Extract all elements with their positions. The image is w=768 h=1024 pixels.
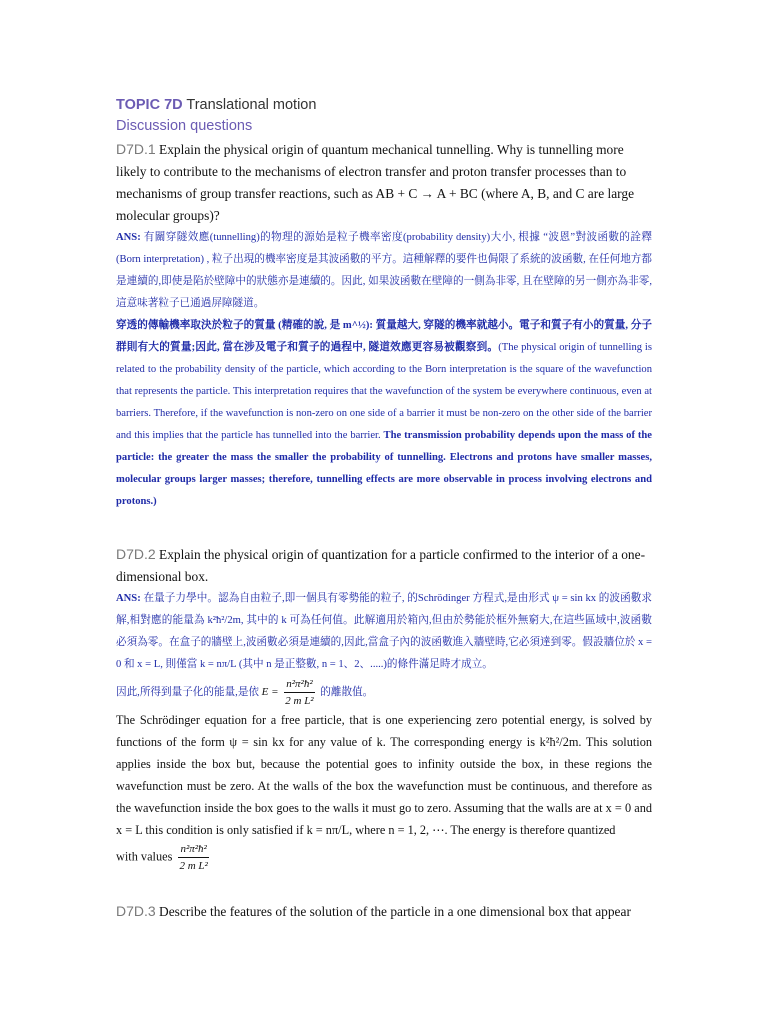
- question-text: Explain the physical origin of quantization for a particle confirmed to the interior of a one-dimensional box.: [116, 547, 646, 584]
- question-text: Describe the features of the solution of the particle in a one dimensional box that appear: [159, 904, 631, 919]
- energy-outro: 的離散值。: [320, 686, 374, 698]
- topic-heading: [116, 97, 652, 113]
- topic-title: Translational motion: [186, 97, 317, 113]
- answer-d7d2-energy: [116, 678, 652, 707]
- energy-intro: 因此,所得到量子化的能量,是依: [116, 686, 260, 698]
- question-id: D7D.3: [116, 903, 156, 919]
- answer-d7d2-zh: [116, 588, 652, 676]
- answer-text-zh-bold: 穿透的傳輸機率取決於粒子的質量 (精確的說, 是 m^½): 質量越大, 穿隧的機率就越小。電子和質子有小的質量, 分子群則有大的質量;因此, 當在涉及電子和質子的過程中, 隧道效應更容易被觀察到。: [116, 320, 652, 353]
- answer-text-en: The Schrödinger equation for a free particle, that is one experiencing zero potential energy, is solved by functions of the form ψ = sin kx for any value of k. The corresponding energy is k²ħ²/2m. This solution applies inside the box but, because the potential goes to infinity outside the box, in these regions the wavefunction must be zero. At the walls of the box the wavefunction must be continuous, and therefore as the wavefunction inside the box goes to the walls it must go to zero. Assuming that the walls are at x = 0 and x = L this condition is only satisfied if k = nπ/L, where n = 1, 2, ⋯. The energy is therefore quantized: [116, 713, 652, 837]
- question-id: D7D.1: [116, 141, 156, 157]
- values-label: with values: [116, 849, 173, 864]
- question-id: D7D.2: [116, 546, 156, 562]
- topic-number: TOPIC 7D: [116, 97, 183, 113]
- question-text: Explain the physical origin of quantum mechanical tunnelling. Why is tunnelling more likely to contribute to the mechanisms of electron transfer and proton transfer processes than to mechanisms of group transfer reactions, such as AB + C → A + BC (where A, B, and C are large molecular groups)?: [116, 142, 635, 223]
- answer-d7d2-en: [116, 709, 652, 841]
- spacer: [116, 513, 652, 539]
- question-d7d2: [116, 543, 652, 588]
- question-d7d3: [116, 900, 652, 923]
- answer-text-zh: 有關穿隧效應(tunnelling)的物理的源始是粒子機率密度(probability density)大小, 根據 “波恩”對波函數的詮釋(Born interpretation) , 粒子出現的機率密度是其波函數的平方。這種解釋的要件也侷限了系統的波函數, 在任何地方都是連續的,即使是陷於壁障中的狀態亦是連續的。因此, 如果波函數在壁障的一側為非零, 且在壁障的另一側亦為非零, 這意味著粒子已通過屏障隧道。: [116, 232, 652, 309]
- answer-text-zh: 在量子力學中。認為自由粒子,即一個具有零勢能的粒子, 的Schrödinger 方程式,是由形式 ψ = sin kx 的波函數求解,相對應的能量為 k²ħ²/2m, 其中的 k 可為任何值。此解適用於箱內,但由於勢能於框外無窮大,在這些區域中,波函數必須為零。在盒子的牆壁上,波函數必須是連續的,因此,當盒子內的波函數進入牆壁時,它必須達到零。假設牆位於 x = 0 和 x = L, 則僅當 k = nπ/L (其中 n 是正整數, n = 1、2、.....)的條件滿足時才成立。: [116, 593, 652, 670]
- fraction-denominator: 2 m L²: [285, 695, 314, 707]
- question-d7d1: [116, 138, 652, 227]
- answer-d7d1-body: [116, 315, 652, 513]
- energy-lhs: E =: [261, 685, 279, 698]
- energy-fraction-en: [178, 843, 208, 872]
- answer-d7d2-values: [116, 843, 652, 872]
- answer-label: ANS:: [116, 232, 141, 243]
- section-heading: Discussion questions: [116, 118, 253, 134]
- answer-label: ANS:: [116, 593, 141, 604]
- fraction-numerator: n²π²ħ²: [178, 843, 208, 858]
- answer-text-en-bold: The transmission probability depends upon the mass of the particle: the greater the mass the smaller the probability of tunnelling. Electrons and protons have smaller masses, molecular groups larger masses; therefore, tunnelling effects are more observable in process involving electrons and protons.): [116, 430, 652, 507]
- answer-text-en: (The physical origin of tunnelling is related to the probability density of the particle, which according to the Born interpretation is the square of the wavefunction that represents the particle. This interpretation requires that the wavefunction of the system be everywhere continuous, even at barriers. Therefore, if the wavefunction is non-zero on one side of a barrier it must be non-zero on the other side of the barrier and this implies that the particle has tunnelled into the barrier.: [116, 342, 653, 441]
- fraction-numerator: n²π²ħ²: [284, 678, 314, 693]
- energy-fraction: [284, 678, 314, 707]
- fraction-denominator: 2 m L²: [179, 860, 208, 872]
- answer-d7d1-zh: [116, 227, 652, 315]
